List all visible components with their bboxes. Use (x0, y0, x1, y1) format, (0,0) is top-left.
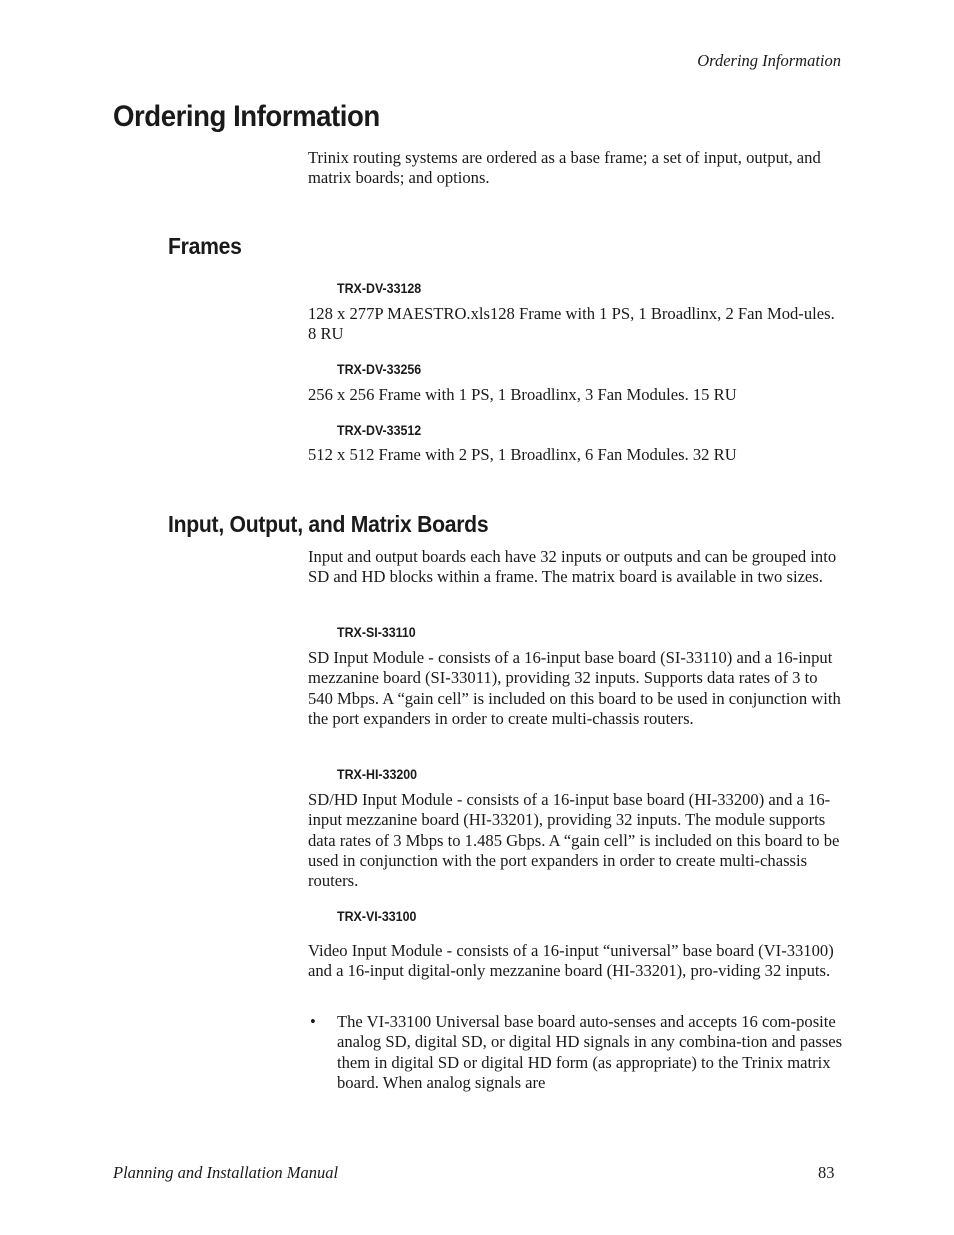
part-description-trx-dv-33128: 128 x 277P MAESTRO.xls128 Frame with 1 PS, 1 Broadlinx, 2 Fan Mod-ules. 8 RU (308, 304, 835, 344)
boards-intro-paragraph: Input and output boards each have 32 inputs or outputs and can be grouped into SD and HD blocks within a frame. The matrix board is available in two sizes. (308, 547, 837, 587)
part-number-trx-si-33110: TRX-SI-33110 (337, 625, 416, 640)
part-number-trx-dv-33256: TRX-DV-33256 (337, 362, 422, 377)
part-description-trx-si-33110: SD Input Module - consists of a 16-input base board (SI-33110) and a 16-input mezzanine board (SI-33011), providing 32 inputs. Supports data rates of 3 to 540 Mbps. A “gain cell” is included on this board to be used in conjunction with the port expanders in order to create multi-chassis routers. (308, 648, 841, 728)
part-description-trx-hi-33200: SD/HD Input Module - consists of a 16-input base board (HI-33200) and a 16-input mezzanine board (HI-33201), providing 32 inputs. The module supports data rates of 3 Mbps to 1.485 Gbps. A “gain cell” is included on this board to be used in conjunction with the port expanders in order to create multi-chassis routers. (308, 790, 840, 891)
part-description-trx-dv-33512: 512 x 512 Frame with 2 PS, 1 Broadlinx, 6 Fan Modules. 32 RU (308, 445, 737, 464)
bullet-item: The VI-33100 Universal base board auto-senses and accepts 16 com-posite analog SD, digital SD, or digital HD signals in any combina-tion and passes them in digital SD or digital HD form (as appropriate) to the Trinix matrix board. When analog signals are (337, 1012, 843, 1092)
running-header: Ordering Information (697, 51, 841, 70)
footer-manual-title: Planning and Installation Manual (113, 1163, 339, 1182)
part-description-trx-dv-33256: 256 x 256 Frame with 1 PS, 1 Broadlinx, 3 Fan Modules. 15 RU (308, 385, 737, 404)
part-number-trx-vi-33100: TRX-VI-33100 (337, 909, 417, 924)
bullet-marker: • (310, 1012, 316, 1031)
part-description-trx-vi-33100: Video Input Module - consists of a 16-input “universal” base board (VI-33100) and a 16-input digital-only mezzanine board (HI-33201), pro-viding 32 inputs. (308, 941, 834, 981)
page-title: Ordering Information (113, 100, 380, 133)
section-heading-frames: Frames (168, 233, 242, 259)
section-heading-boards: Input, Output, and Matrix Boards (168, 511, 489, 537)
part-number-trx-hi-33200: TRX-HI-33200 (337, 767, 418, 782)
footer-page-number: 83 (818, 1163, 835, 1182)
part-number-trx-dv-33512: TRX-DV-33512 (337, 423, 422, 438)
intro-paragraph: Trinix routing systems are ordered as a base frame; a set of input, output, and matrix boards; and options. (308, 148, 821, 188)
part-number-trx-dv-33128: TRX-DV-33128 (337, 281, 422, 296)
